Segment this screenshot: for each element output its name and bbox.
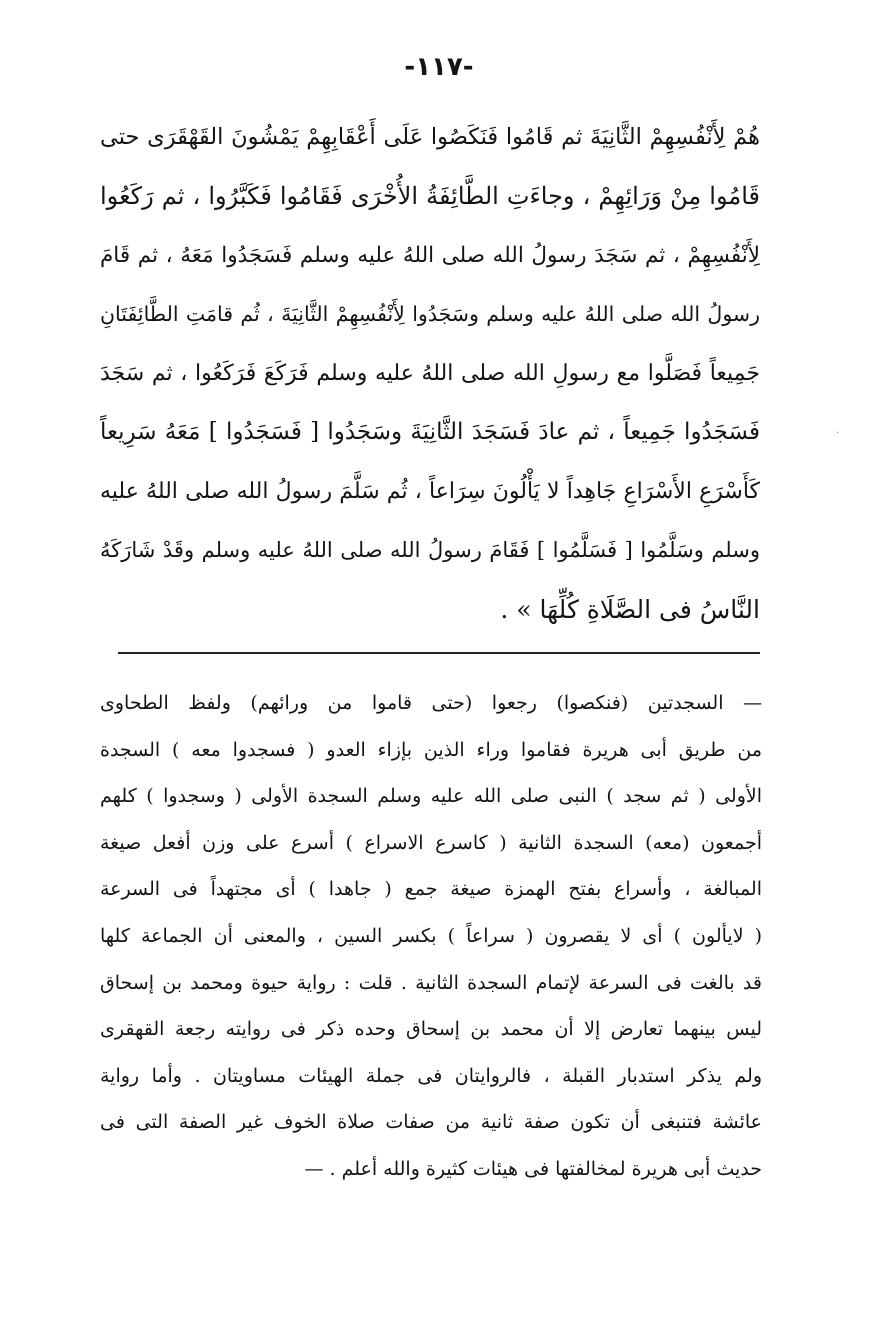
footnote-line: ليس بينهما تعارض إلا أن محمد بن إسحاق وحده ذكر فى روايته رجعة القهقرى — [100, 1018, 762, 1041]
main-text-line: فَسَجَدُوا جَمِيعاً ، ثم عادَ فَسَجَدَ الثَّانِيَةَ وسَجَدُوا [ فَسَجَدُوا ] مَعَهُ سَرِيعاً — [100, 419, 760, 445]
main-text-line: النَّاسُ فى الصَّلَاةِ كُلِّهَا » . — [500, 595, 760, 624]
footnote-line: ولم يذكر استدبار القبلة ، فالروايتان فى جملة الهيئات مساويتان . وأما رواية — [100, 1064, 762, 1087]
main-text-line: جَمِيعاً فَصَلَّوا مع رسولِ الله صلى اللهُ عليه وسلم فَرَكَعَ فَرَكَعُوا ، ثم سَجَدَ — [100, 361, 760, 386]
footnote-line: المبالغة ، وأسراع بفتح الهمزة صيغة جمع ( جاهدا ) أى مجتهداً فى السرعة — [100, 878, 762, 901]
footnote-divider — [118, 652, 760, 654]
footnote-line: عائشة فتنبغى أن تكون صفة ثانية من صفات صلاة الخوف غير الصفة التى فى — [100, 1111, 762, 1134]
main-text-line: وسلم وسَلَّمُوا [ فَسَلَّمُوا ] فَقَامَ رسولُ الله صلى اللهُ عليه وسلم وقَدْ شَارَكَهُ — [100, 538, 760, 562]
margin-tick-mark: · — [836, 428, 840, 439]
footnote-line: أجمعون (معه) السجدة الثانية ( كاسرع الاسراع ) أسرع على وزن أفعل صيغة — [100, 831, 762, 854]
footnote-line: الأولى ( ثم سجد ) النبى صلى الله عليه وسلم السجدة الأولى ( وسجدوا ) كلهم — [100, 785, 762, 808]
main-text-line: هُمْ لِأَنْفُسِهِمْ الثَّانِيَةَ ثم قَامُوا فَنَكَصُوا عَلَى أَعْقَابِهِمْ يَمْشُونَ القَهْقَرَى حتى — [100, 124, 760, 150]
footnote-line: ( لايألون ) أى لا يقصرون ( سراعاً ) بكسر السين ، والمعنى أن الجماعة كلها — [100, 924, 762, 947]
footnote-line: — السجدتين (فنكصوا) رجعوا (حتى قاموا من ورائهم) ولفظ الطحاوى — [100, 692, 762, 714]
main-text-line: كَأَسْرَعِ الأَسْرَاعِ جَاهِداً لا يَأْلُونَ سِرَاعاً ، ثُم سَلَّمَ رسولُ الله صلى اللهُ عليه — [100, 479, 760, 504]
main-text-line: لِأَنْفُسِهِمْ ، ثم سَجَدَ رسولُ الله صلى اللهُ عليه وسلم فَسَجَدُوا مَعَهُ ، ثم قَامَ — [100, 243, 760, 268]
main-text-line: قَامُوا مِنْ وَرَائِهِمْ ، وجاءَتِ الطَّائِفَةُ الأُخْرَى فَقَامُوا فَكَبَّرُوا ، ثم رَكَعُوا — [100, 182, 760, 210]
main-text-line: رسولُ الله صلى اللهُ عليه وسلم وسَجَدُوا لِأَنْفُسِهِمْ الثَّانِيَةَ ، ثُم قامَتِ الطَّائِفَتَانِ — [100, 302, 760, 326]
footnote-line: قد بالغت فى السرعة لإتمام السجدة الثانية . قلت : رواية حيوة ومحمد بن إسحاق — [100, 971, 762, 994]
footnote-line: من طريق أبى هريرة فقاموا وراء الذين بإزاء العدو ( فسجدوا معه ) السجدة — [100, 738, 762, 761]
footnote-line: حديث أبى هريرة لمخالفتها فى هيئات كثيرة والله أعلم . — — [304, 1157, 762, 1180]
footnote-body — [100, 680, 762, 1193]
main-text-body — [100, 108, 760, 639]
page-number: -١١٧- — [404, 52, 474, 82]
